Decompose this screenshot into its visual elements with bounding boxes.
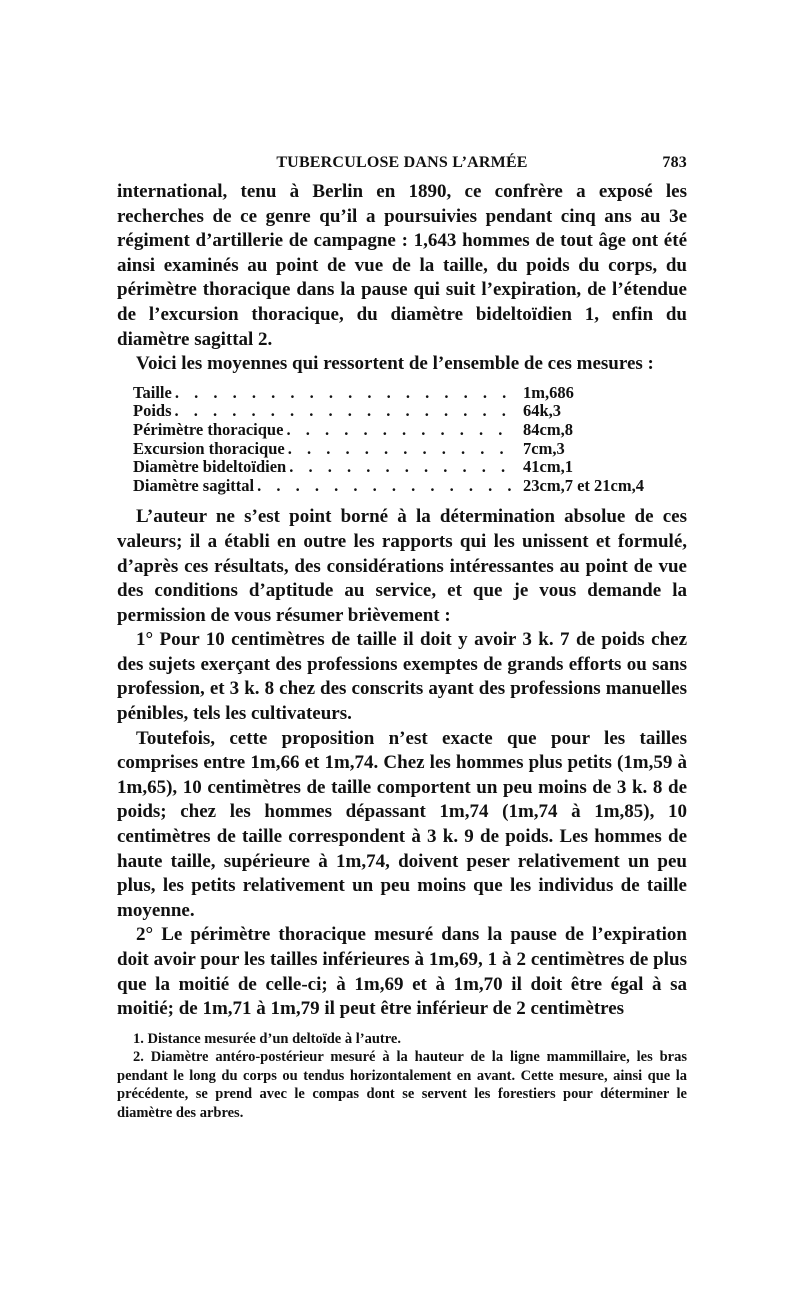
measurement-row — [133, 402, 633, 421]
measurement-value: 1m,686 — [523, 382, 574, 402]
leader-dots — [254, 477, 515, 496]
measurement-row — [133, 440, 633, 459]
paragraph-1: international, tenu à Berlin en 1890, ce confrère a exposé les recherches de ce genre qu’il a poursuivies pendant cinq ans au 3e régiment d’artillerie de campagne : 1,643 hommes de tout âge ont été ainsi examinés au point de vue de la taille, du poids du corps, du périmètre thoracique dans la pause qui suit l’expiration, de l’étendue de l’excursion thoracique, du diamètre bideltoïdien 1, enfin du diamètre sagittal 2. — [117, 181, 687, 350]
paragraph-2: Voici les moyennes qui ressortent de l’ensemble de ces mesures : — [136, 353, 654, 375]
running-header — [117, 150, 687, 180]
measurement-value: 64k,3 — [523, 401, 562, 421]
paragraph-4: 1° Pour 10 centimètres de taille il doit y avoir 3 k. 7 de poids chez des sujets exerçant des professions exemptes de grands efforts ou sans profession, et 3 k. 8 chez des conscrits ayant des professions manuelles pénibles, tels les cultivateurs. — [117, 629, 687, 725]
running-title: TUBERCULOSE DANS L’ARMÉE — [276, 154, 528, 171]
leader-dots — [285, 440, 515, 459]
measurement-label: Périmètre thoracique — [133, 419, 284, 439]
measurement-row — [133, 421, 633, 440]
book-page — [117, 150, 687, 1122]
measurement-label: Diamètre bideltoïdien — [133, 457, 287, 477]
leader-dots — [172, 402, 515, 421]
measurement-label: Taille — [133, 382, 172, 402]
footnotes — [117, 1030, 687, 1123]
measurement-row — [133, 384, 633, 403]
leader-dots — [172, 384, 515, 403]
measurement-row — [133, 458, 633, 477]
measurement-value: 84cm,8 — [523, 419, 573, 439]
paragraph-3: L’auteur ne s’est point borné à la détermination absolue de ces valeurs; il a établi en outre les rapports qui les unissent et formulé, d’après ces résultats, des considérations intéressantes au point de vue des conditions d’aptitude au service, et que je vous demande la permission de vous résumer brièvement : — [117, 506, 687, 626]
paragraph-5: Toutefois, cette proposition n’est exacte que pour les tailles comprises entre 1m,66 et 1m,74. Chez les hommes plus petits (1m,59 à 1m,65), 10 centimètres de taille comportent un peu moins de 3 k. 8 de poids; chez les hommes dépassant 1m,74 (1m,74 à 1m,85), 10 centimètres de taille correspondent à 3 k. 9 de poids. Les hommes de haute taille, supérieure à 1m,74, doivent peser relativement un peu plus, les petits relativement un peu moins que les individus de taille moyenne. — [117, 727, 687, 921]
measurement-value: 23cm,7 et 21cm,4 — [523, 475, 644, 495]
measurement-value: 41cm,1 — [523, 457, 573, 477]
measurement-row — [133, 475, 644, 496]
measurement-label: Excursion thoracique — [133, 438, 285, 458]
measurement-label: Poids — [133, 401, 172, 421]
leader-dots — [286, 458, 515, 477]
measurement-label: Diamètre sagittal — [133, 475, 255, 495]
measurements-table — [133, 382, 644, 496]
footnote-1: 1. Distance mesurée d’un deltoïde à l’autre. — [133, 1030, 401, 1047]
body-text — [117, 180, 687, 1022]
leader-dots — [283, 421, 515, 440]
measurement-value: 7cm,3 — [523, 438, 565, 458]
footnote-2: 2. Diamètre antéro-postérieur mesuré à la hauteur de la ligne mammillaire, les bras pendant le long du corps ou tendus horizontalement en avant. Cette mesure, ainsi que la précédente, se prend avec le compas dont se servent les forestiers pour déterminer le diamètre des arbres. — [117, 1049, 687, 1121]
page-number: 783 — [662, 154, 687, 171]
paragraph-6: 2° Le périmètre thoracique mesuré dans la pause de l’expiration doit avoir pour les tailles inférieures à 1m,69, 1 à 2 centimètres de plus que la moitié de celle-ci; à 1m,69 et à 1m,70 il doit être égal à sa moitié; de 1m,71 à 1m,79 il peut être inférieur de 2 centimètres — [117, 924, 687, 1020]
